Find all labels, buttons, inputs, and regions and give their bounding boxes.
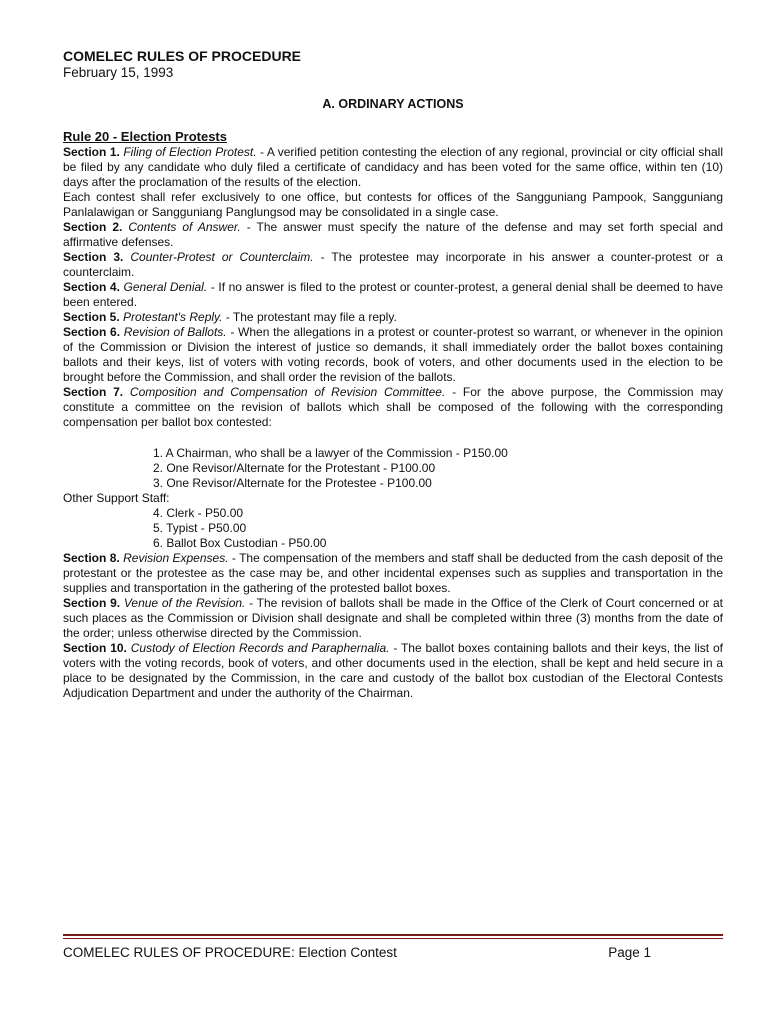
section-label: Section 5.	[63, 310, 120, 324]
section-name: General Denial.	[123, 280, 208, 294]
section-name: Composition and Compensation of Revision Committee.	[129, 385, 446, 399]
section-text: - The protestee may incorporate in his answer a counter-protest or a counterclaim.	[63, 250, 723, 279]
section-8-paragraph	[63, 551, 723, 596]
section-label: Section 7.	[63, 385, 124, 399]
section-name: Filing of Election Protest.	[123, 145, 257, 159]
list-item: 2. One Revisor/Alternate for the Protestant - P100.00	[153, 461, 436, 475]
section-label: Section 2.	[63, 220, 123, 234]
footer-title: COMELEC RULES OF PROCEDURE: Election Contest	[63, 945, 397, 960]
section-3-paragraph	[63, 250, 723, 280]
section-name: Contents of Answer.	[128, 220, 241, 234]
section-label: Section 3.	[63, 250, 124, 264]
section-1-paragraph	[63, 145, 723, 190]
footer-divider	[63, 934, 723, 936]
section-text: - The answer must specify the nature of the defense and may set forth special and affirmative defenses.	[63, 220, 723, 249]
section-label: Section 6.	[63, 325, 121, 339]
document-page	[63, 47, 723, 701]
list-item: 4. Clerk - P50.00	[153, 506, 244, 520]
section-text: - If no answer is filed to the protest or counter-protest, a general denial shall be deemed to have been entered.	[63, 280, 723, 309]
section-1-continuation	[63, 190, 723, 220]
document-title: COMELEC RULES OF PROCEDURE	[63, 48, 302, 64]
section-2-paragraph	[63, 220, 723, 250]
section-name: Venue of the Revision.	[123, 596, 246, 610]
page-footer	[63, 934, 723, 961]
section-label: Section 9.	[63, 596, 121, 610]
section-text: Each contest shall refer exclusively to one office, but contests for offices of the Sangguniang Pampook, Sangguniang Panlalawigan or Sangguniang Panglungsod may be consolidated in a single case.	[63, 190, 723, 219]
section-name: Protestant's Reply.	[123, 310, 223, 324]
section-text: - The protestant may file a reply.	[222, 310, 397, 324]
section-text: - When the allegations in a protest or counter-protest so warrant, or whenever in the opinion of the Commission or Division the interest of justice so demands, it shall immediately order the ballot boxes containing ballots and their keys, list of voters with voting records, book of voters, and other documents used in the election to be brought before the Commission, and shall order the revision of the ballots.	[63, 325, 723, 384]
section-label: Section 1.	[63, 145, 120, 159]
section-name: Revision of Ballots.	[123, 325, 227, 339]
section-name: Counter-Protest or Counterclaim.	[130, 250, 314, 264]
list-item: 6. Ballot Box Custodian - P50.00	[153, 536, 327, 550]
section-text: - The revision of ballots shall be made in the Office of the Clerk of Court concerned or at such places as the Commission or Division shall designate and shall be completed within three (3) months from the date of the order; unless otherwise directed by the Commission.	[63, 596, 723, 640]
section-7-paragraph	[63, 385, 723, 430]
section-5-paragraph	[63, 310, 723, 325]
section-text: - The ballot boxes containing ballots and their keys, the list of voters with the voting records, book of voters, and other documents used in the election, shall be kept and held secure in a place to be designated by the Commission, in the care and custody of the ballot box custodian of the Electoral Contests Adjudication Department and under the authority of the Chairman.	[63, 641, 723, 700]
list-item: 5. Typist - P50.00	[153, 521, 247, 535]
section-10-paragraph	[63, 641, 723, 701]
support-staff-label: Other Support Staff:	[63, 491, 170, 505]
committee-list	[63, 446, 723, 551]
section-label: Section 10.	[63, 641, 127, 655]
part-heading: A. ORDINARY ACTIONS	[322, 97, 464, 111]
section-name: Custody of Election Records and Paraphernalia.	[130, 641, 390, 655]
list-item: 1. A Chairman, who shall be a lawyer of the Commission - P150.00	[153, 446, 508, 460]
list-item: 3. One Revisor/Alternate for the Protestee - P100.00	[153, 476, 432, 490]
footer-text-row	[63, 945, 723, 961]
section-text: - A verified petition contesting the election of any regional, provincial or city official shall be filed by any candidate who duly filed a certificate of candidacy and has been voted for the same office, within ten (10) days after the proclamation of the results of the election.	[63, 145, 723, 189]
section-label: Section 4.	[63, 280, 120, 294]
section-6-paragraph	[63, 325, 723, 385]
section-text: - The compensation of the members and staff shall be deducted from the cash deposit of the protestant or the protestee as the case may be, and other incidental expenses such as supplies and transportation in the supplies and transportation in the gathering of the protested ballot boxes.	[63, 551, 724, 595]
page-number: Page 1	[608, 945, 651, 960]
section-4-paragraph	[63, 280, 723, 310]
footer-divider	[63, 938, 723, 939]
section-9-paragraph	[63, 596, 723, 641]
section-label: Section 8.	[63, 551, 120, 565]
section-name: Revision Expenses.	[123, 551, 229, 565]
document-date: February 15, 1993	[63, 65, 174, 80]
rule-title: Rule 20 - Election Protests	[63, 129, 227, 144]
section-text: - For the above purpose, the Commission may constitute a committee on the revision of ballots which shall be composed of the following with the corresponding compensation per ballot box contested:	[63, 385, 723, 429]
